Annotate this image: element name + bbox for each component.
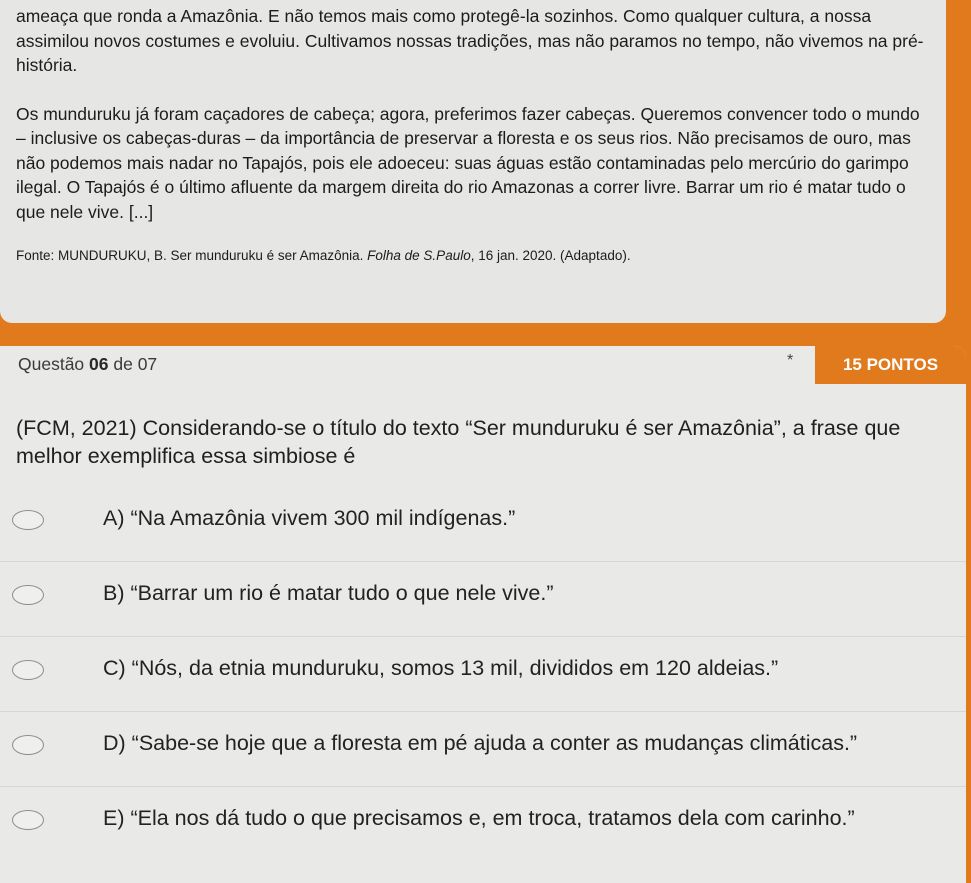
option-a-text[interactable]: A) “Na Amazônia vivem 300 mil indígenas.” — [103, 506, 516, 530]
option-d-text[interactable]: D) “Sabe-se hoje que a floresta em pé ajuda a conter as mudanças climáticas.” — [103, 731, 858, 755]
passage-paragraph-1: ameaça que ronda a Amazônia. E não temos mais como protegê-la sozinhos. Como qualquer cultura, a nossa assimilou novos costumes e evoluiu. Cultivamos nossas tradições, mas não paramos no tempo, não vivemos na pré-história. — [16, 6, 924, 75]
option-c-text[interactable]: C) “Nós, da etnia munduruku, somos 13 mil, divididos em 120 aldeias.” — [103, 656, 779, 680]
question-counter — [18, 354, 157, 375]
source-prefix: Fonte: MUNDURUKU, B. Ser munduruku é ser Amazônia. — [16, 248, 368, 263]
option-b-text[interactable]: B) “Barrar um rio é matar tudo o que nele vive.” — [103, 581, 554, 605]
question-number: 06 — [89, 354, 109, 374]
radio-button-d[interactable] — [12, 735, 44, 755]
question-statement: (FCM, 2021) Considerando-se o título do texto “Ser munduruku é ser Amazônia”, a frase que melhor exemplifica essa simbiose é — [16, 416, 901, 468]
question-label-suffix: de 07 — [108, 354, 158, 374]
question-card — [0, 346, 966, 883]
passage-card — [0, 0, 946, 323]
radio-button-e[interactable] — [12, 810, 44, 830]
required-star-icon: * — [787, 352, 794, 369]
passage-source — [16, 247, 946, 265]
source-suffix: , 16 jan. 2020. (Adaptado). — [470, 248, 631, 263]
question-label-prefix: Questão — [18, 354, 90, 374]
option-d[interactable] — [0, 713, 966, 787]
radio-button-a[interactable] — [12, 510, 44, 530]
radio-button-b[interactable] — [12, 585, 44, 605]
option-c[interactable] — [0, 638, 966, 712]
radio-button-c[interactable] — [12, 660, 44, 680]
passage-paragraph-2: Os munduruku já foram caçadores de cabeça; agora, preferimos fazer cabeças. Queremos convencer todo o mundo – inclusive os cabeças-duras – da importância de preservar a floresta e os seus rios. Não precisamos de ouro, mas não podemos mais nadar no Tapajós, pois ele adoeceu: suas águas estão contaminadas pelo mercúrio do garimpo ilegal. O Tapajós é o último afluente da margem direita do rio Amazonas a correr livre. Barrar um rio é matar tudo o que nele vive. [...] — [16, 103, 920, 222]
option-e[interactable] — [0, 788, 966, 862]
option-a[interactable] — [0, 488, 966, 562]
points-badge: 15 PONTOS — [815, 346, 966, 384]
option-e-text[interactable]: E) “Ela nos dá tudo o que precisamos e, em troca, tratamos dela com carinho.” — [103, 806, 855, 830]
option-b[interactable] — [0, 563, 966, 637]
source-publication: Folha de S.Paulo — [367, 248, 471, 263]
